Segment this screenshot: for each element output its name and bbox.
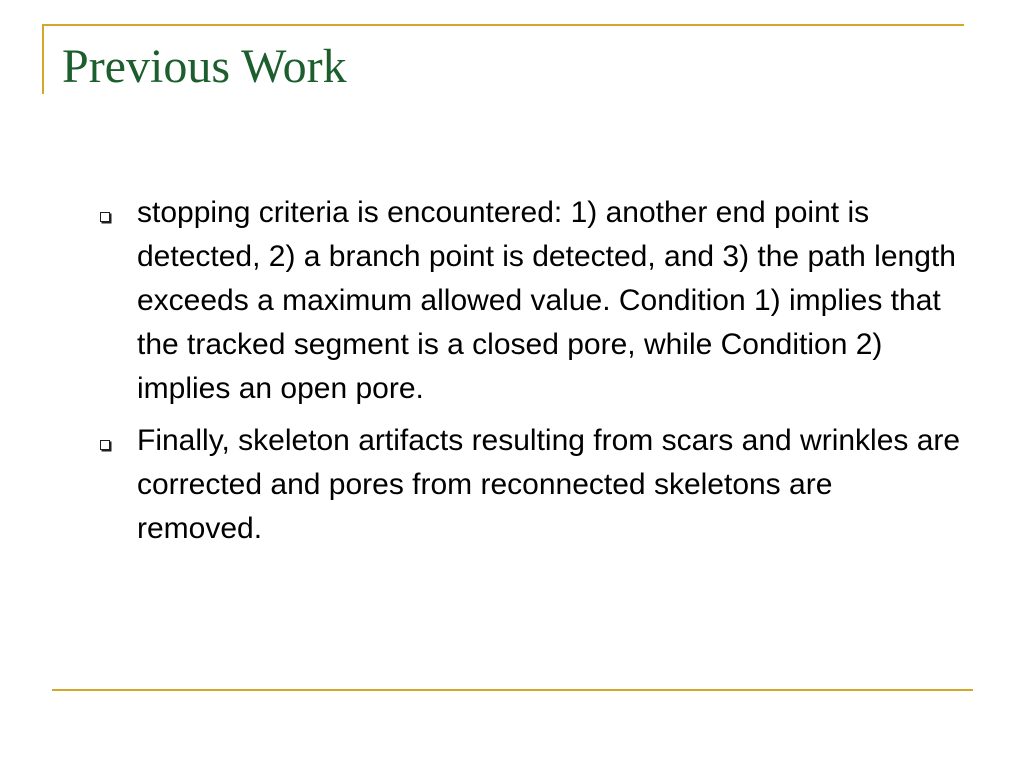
bullet-item xyxy=(92,191,962,411)
title-frame-left-line xyxy=(42,24,44,94)
slide-title: Previous Work xyxy=(62,40,347,93)
bullet-text: stopping criteria is encountered: 1) another end point is detected, 2) a branch point is detected, and 3) the path length exceeds a maximum allowed value. Condition 1) implies that the tracked segment is a closed pore, while Condition 2) implies an open pore. xyxy=(137,196,956,405)
title-frame-top-line xyxy=(42,24,964,26)
bullet-text: Finally, skeleton artifacts resulting from scars and wrinkles are corrected and pores from reconnected skeletons are removed. xyxy=(137,424,961,545)
square-bullet-icon xyxy=(100,212,110,222)
bullet-list xyxy=(92,191,962,559)
bullet-item xyxy=(92,419,962,551)
square-bullet-icon xyxy=(100,440,110,450)
footer-divider-line xyxy=(52,689,973,691)
